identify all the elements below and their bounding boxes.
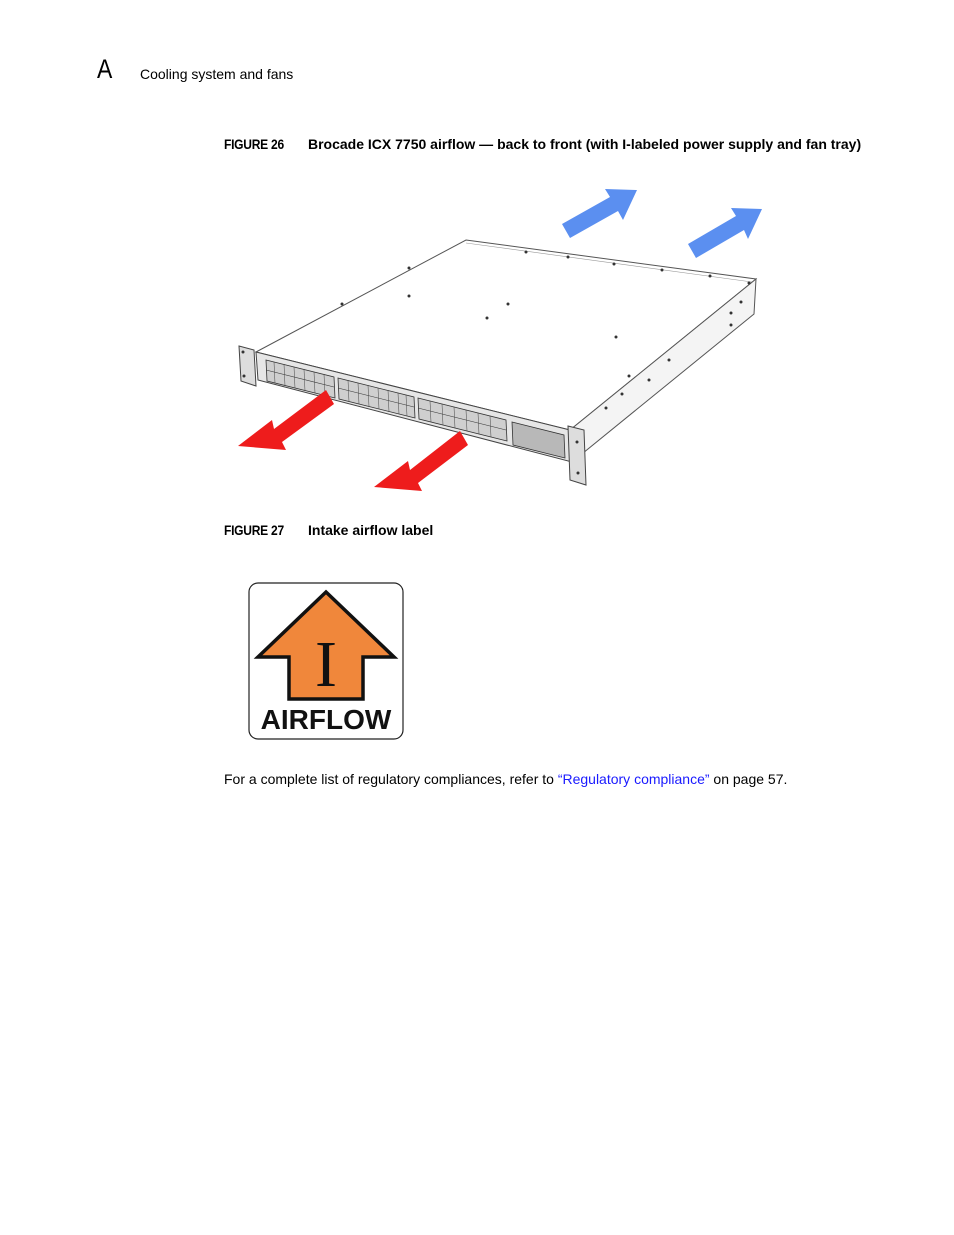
figure-27-number: FIGURE 27 (224, 522, 284, 538)
paragraph-text-after: on page 57. (709, 771, 788, 787)
regulatory-compliance-link[interactable]: “Regulatory compliance” (557, 771, 710, 787)
figure-26-title: Brocade ICX 7750 airflow — back to front (with I-labeled power supply and fan tray) (308, 136, 862, 152)
exhaust-arrow-2 (374, 431, 468, 491)
figure-26-caption (224, 135, 861, 153)
label-glyph: I (315, 628, 337, 701)
figure-26-number: FIGURE 26 (224, 136, 284, 152)
intake-arrow-2 (688, 208, 762, 258)
figure-27-title: Intake airflow label (308, 522, 434, 538)
figure-27-caption (224, 521, 433, 539)
running-head: Cooling system and fans (140, 66, 294, 82)
right-rack-ear (568, 426, 586, 485)
switch-airflow-illustration (234, 180, 764, 492)
appendix-letter: A (97, 54, 113, 84)
label-text: AIRFLOW (260, 704, 392, 735)
intake-arrow-1 (562, 189, 637, 238)
paragraph-text-before: For a complete list of regulatory compliances, refer to (224, 771, 558, 787)
exhaust-arrow-1 (238, 390, 334, 450)
intake-airflow-label (248, 582, 404, 740)
regulatory-reference-paragraph (224, 770, 787, 788)
